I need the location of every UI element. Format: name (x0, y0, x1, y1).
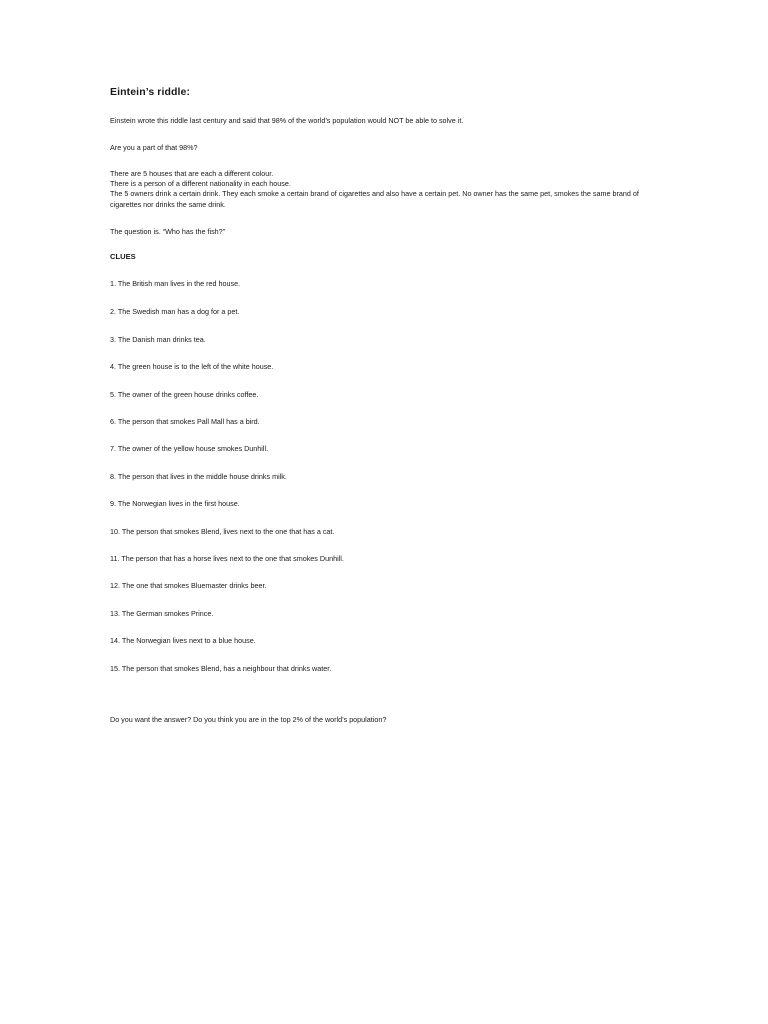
setup-line: There is a person of a different nationality in each house. (110, 179, 291, 189)
clues-heading: CLUES (110, 252, 136, 261)
clue-item: 5. The owner of the green house drinks coffee. (110, 390, 259, 399)
clue-item: 1. The British man lives in the red house. (110, 279, 241, 288)
question-part-paragraph: Are you a part of that 98%? (110, 143, 198, 152)
clue-item: 14. The Norwegian lives next to a blue house. (110, 636, 256, 645)
document-title: Eintein’s riddle: (110, 86, 191, 98)
clue-item: 10. The person that smokes Blend, lives next to the one that has a cat. (110, 527, 335, 536)
setup-line: There are 5 houses that are each a different colour. (110, 169, 274, 178)
clue-item: 7. The owner of the yellow house smokes Dunhill. (110, 444, 269, 453)
clue-item: 8. The person that lives in the middle house drinks milk. (110, 472, 287, 481)
clue-item: 9. The Norwegian lives in the first house. (110, 499, 240, 508)
closing-paragraph: Do you want the answer? Do you think you are in the top 2% of the world’s population? (110, 715, 387, 724)
intro-paragraph: Einstein wrote this riddle last century and said that 98% of the world’s population would NOT be able to solve it. (110, 116, 464, 125)
clue-item: 6. The person that smokes Pall Mall has a bird. (110, 417, 260, 426)
question-paragraph: The question is. “Who has the fish?” (110, 227, 226, 236)
clue-item: 3. The Danish man drinks tea. (110, 335, 206, 344)
setup-line: The 5 owners drink a certain drink. They each smoke a certain brand of cigarettes and also have a certain pet. No owner has the same pet, smokes the same brand of cigarettes nor drinks the same drink. (110, 189, 639, 209)
clue-item: 2. The Swedish man has a dog for a pet. (110, 307, 240, 316)
setup-paragraph (110, 169, 670, 210)
clue-item: 13. The German smokes Prince. (110, 609, 214, 618)
clue-item: 11. The person that has a horse lives next to the one that smokes Dunhill. (110, 554, 344, 563)
clue-item: 4. The green house is to the left of the white house. (110, 362, 274, 371)
clue-item: 12. The one that smokes Bluemaster drinks beer. (110, 581, 267, 590)
clue-item: 15. The person that smokes Blend, has a neighbour that drinks water. (110, 664, 332, 673)
